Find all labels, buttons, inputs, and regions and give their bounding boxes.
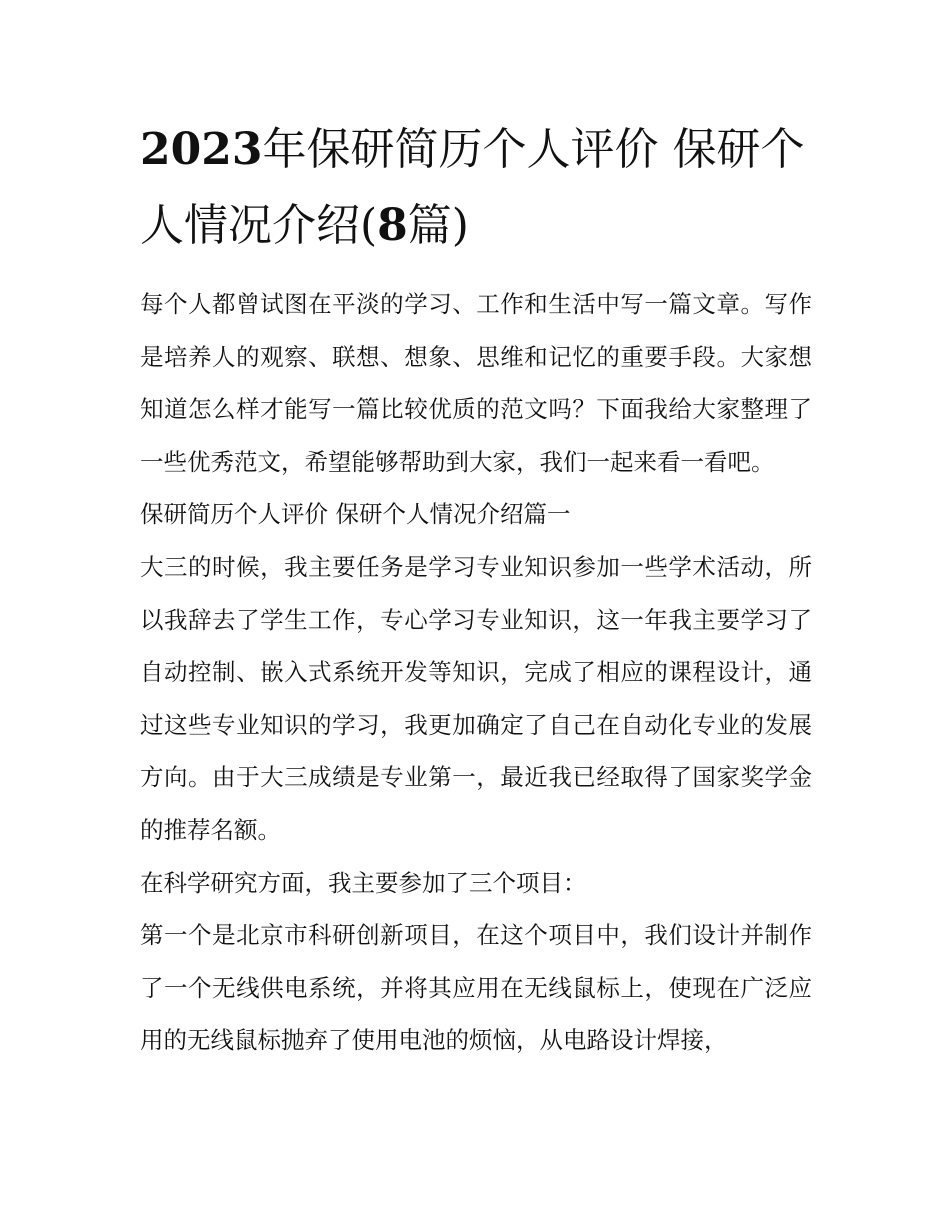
body-paragraph: 第一个是北京市科研创新项目，在这个项目中，我们设计并制作了一个无线供电系统，并将其应用在无线鼠标上，使现在广泛应用的无线鼠标抛弃了使用电池的烦恼，从电路设计焊接， — [140, 921, 812, 1055]
body-paragraph: 在科学研究方面，我主要参加了三个项目： — [140, 868, 587, 897]
document-body — [140, 278, 812, 1067]
title-suffix: 篇) — [407, 200, 469, 251]
intro-paragraph: 每个人都曾试图在平淡的学习、工作和生活中写一篇文章。写作是培养人的观察、联想、想象、思维和记忆的重要手段。大家想知道怎么样才能写一篇比较优质的范文吗？下面我给大家整理了一些优秀范文，希望能够帮助到大家，我们一起来看一看吧。 — [140, 290, 812, 476]
section-heading: 保研简历个人评价 保研个人情况介绍篇一 — [140, 500, 571, 529]
document-page — [140, 112, 812, 1067]
title-year: 2023 — [140, 124, 263, 175]
body-paragraph: 大三的时候，我主要任务是学习专业知识参加一些学术活动，所以我辞去了学生工作，专心学习专业知识，这一年我主要学习了自动控制、嵌入式系统开发等知识，完成了相应的课程设计，通过这些专业知识的学习，我更加确定了自己在自动化专业的发展方向。由于大三成绩是专业第一，最近我已经取得了国家奖学金的推荐名额。 — [140, 552, 812, 844]
document-title — [140, 112, 812, 264]
title-text: 年保研简历个人评价 保研个人情况介绍( — [140, 124, 805, 251]
title-count: 8 — [377, 200, 408, 251]
